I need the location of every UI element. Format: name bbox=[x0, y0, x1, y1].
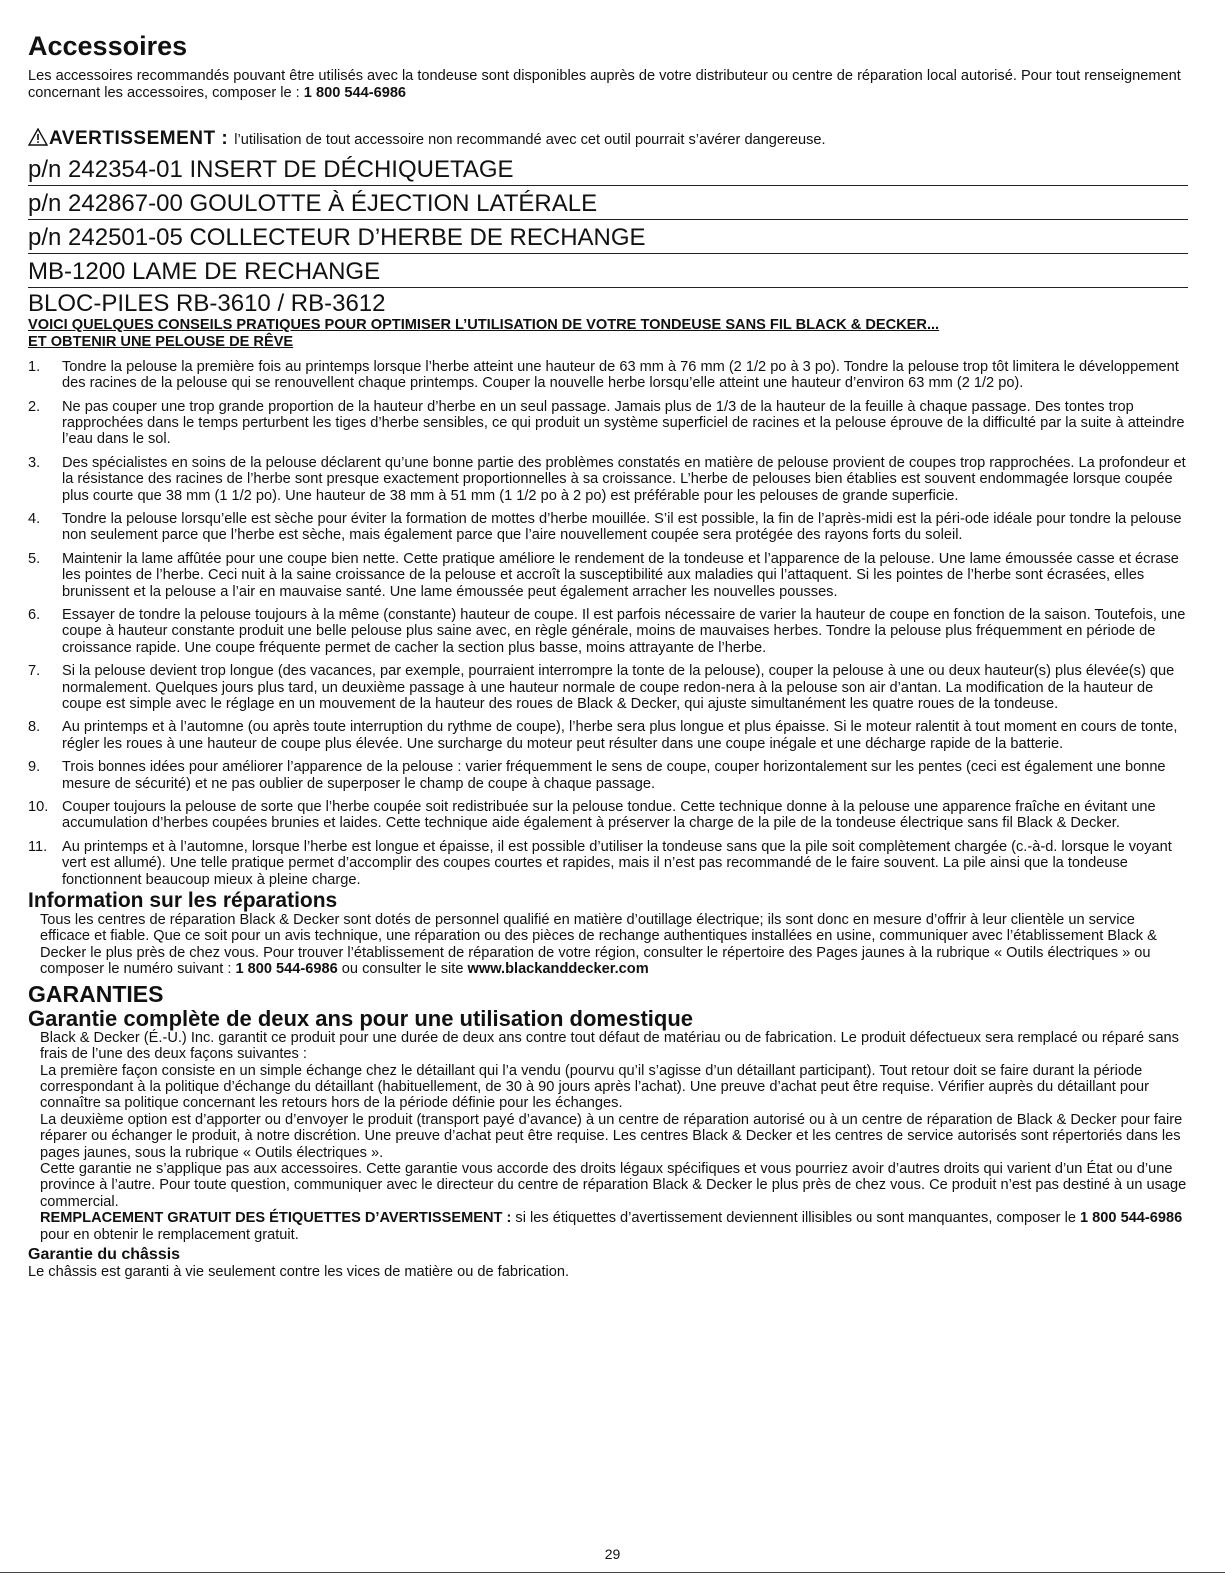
list-item bbox=[28, 719, 1188, 752]
repairs-text-continued: ou consulter le site bbox=[337, 961, 468, 978]
list-item-text: Trois bonnes idées pour améliorer l’apparence de la pelouse : varier fréquemment le sens de coupe, couper horizontalement sur les pentes (ceci est également une bonne mesure de sécurité) et ne pas oublier de superposer le champ de coupe à chaque passage. bbox=[62, 759, 1166, 792]
list-item-number: 5. bbox=[28, 550, 41, 567]
bottom-divider bbox=[0, 1572, 1225, 1573]
chassis-text: Le châssis est garanti à vie seulement contre les vices de matière ou de fabrication. bbox=[28, 1263, 570, 1280]
warning-label: AVERTISSEMENT : bbox=[49, 127, 229, 149]
accessory-list bbox=[28, 155, 1188, 317]
list-item-number: 6. bbox=[28, 606, 41, 623]
list-item-number: 9. bbox=[28, 759, 41, 776]
list-item-text: Tondre la pelouse la première fois au printemps lorsque l’herbe atteint une hauteur de 63 mm à 76 mm (2 1/2 po à 3 po). Tondre la pelouse trop tôt limitera le développement des racines de la pelouse qui se renouvellent chaque printemps. Couper la nouvelle herbe lorsqu’elle atteint une hauteur d’environ 63 mm (2 1/2 po). bbox=[62, 358, 1179, 392]
list-item bbox=[28, 607, 1188, 656]
list-item-number: 11. bbox=[28, 838, 48, 855]
list-item-text: Maintenir la lame affûtée pour une coupe bien nette. Cette pratique améliore le rendement de la tondeuse et l’apparence de la pelouse. Une lame émoussée casse et écrase les pointes de l’herbe. Ceci nuit à la saine croissance de la pelouse et accroît la susceptibilité aux maladies qui l’attaquent. Si les pointes de l’herbe sont écrasées, elles brunissent et la pelouse a l’air en mauvaise santé. Une lame émoussée peut également arracher les nouvelles pousses. bbox=[62, 550, 1179, 600]
repairs-phone: 1 800 544-6986 bbox=[235, 961, 338, 978]
list-item-text: Au printemps et à l’automne, lorsque l’herbe est longue et épaisse, il est possible d’utiliser la tondeuse sans que la pile soit complètement chargée (c.-à-d. lorsque le voyant vert est allumé). Une telle pratique permet d’accomplir des coupes courtes et rapides, mais il n’est pas recommandé de le faire souvent. La pile ainsi que la tondeuse fonctionnent beaucoup mieux à pleine charge. bbox=[62, 838, 1172, 888]
tips-subheading: ET OBTENIR UNE PELOUSE DE RÊVE bbox=[28, 333, 294, 350]
accessory-item: BLOC-PILES RB-3610 / RB-3612 bbox=[28, 289, 386, 317]
list-item-text: Tondre la pelouse lorsqu’elle est sèche pour éviter la formation de mottes d’herbe mouillée. S’il est possible, la fin de l’après-midi est la péri-ode idéale pour tondre la pelouse non seulement parce que l’herbe est sèche, mais également parce que l’aire nouvellement coupée sera protégée des rayons forts du soleil. bbox=[62, 510, 1182, 544]
list-item-text: Essayer de tondre la pelouse toujours à la même (constante) hauteur de coupe. Il est parfois nécessaire de varier la hauteur de coupe en fonction de la saison. Toutefois, une coupe à hauteur constante produit une belle pelouse plus saine avec, en règle générale, moins de mauvaises herbes. Tondre la pelouse plus fréquemment en période de croissance rapide. Une coupe fréquente permet de cacher la section plus basse, moins attrayante de l’herbe. bbox=[62, 606, 1186, 656]
list-item bbox=[28, 511, 1188, 544]
list-item bbox=[28, 663, 1188, 712]
website-link[interactable]: www.blackanddecker.com bbox=[467, 961, 649, 978]
replacement-phone: 1 800 544-6986 bbox=[1080, 1210, 1183, 1227]
list-item-number: 7. bbox=[28, 663, 41, 680]
list-item-text: Ne pas couper une trop grande proportion de la hauteur d’herbe en un seul passage. Jamais plus de 1/3 de la hauteur de la feuille à chaque passage. Des tontes trop rapprochées dans le temps perturbent les tiges d’herbe sensibles, ce qui produit un système superficiel de racines et la pelouse éprouve de la difficulté par la suite à atteindre l’eau dans le sol. bbox=[62, 398, 1185, 448]
list-item bbox=[28, 839, 1188, 888]
accessory-item: p/n 242501-05 COLLECTEUR D’HERBE DE RECHANGE bbox=[28, 223, 1188, 254]
warranty-paragraph: La deuxième option est d’apporter ou d’envoyer le produit (transport payé d’avance) à un centre de réparation autorisé ou à un centre de réparation de Black & Decker pour faire réparer ou échanger le produit, à notre discrétion. Une preuve d’achat peut être requise. Les centres Black & Decker et les centres de service autorisés sont répertoriés dans les pages jaunes, sous la rubrique « Outils électriques ». bbox=[40, 1111, 1183, 1161]
document-page bbox=[28, 28, 1188, 1280]
list-item bbox=[28, 399, 1188, 448]
repairs-paragraph bbox=[28, 912, 1188, 978]
list-item-number: 4. bbox=[28, 510, 41, 527]
repairs-text: Tous les centres de réparation Black & Decker sont dotés de personnel qualifié en matière d’outillage électrique; ils sont donc en mesure d’offrir à leur clientèle un service efficace et fiable. Que ce soit pour un avis technique, une réparation ou des pièces de rechange authentiques installées en usine, communiquer avec l’établissement Black & Decker le plus près de chez vous. Pour trouver l’établissement de réparation de votre région, consulter le répertoire des Pages jaunes à la rubrique « Outils électriques » ou composer le numéro suivant : bbox=[40, 912, 1157, 978]
warning-triangle-icon bbox=[28, 128, 48, 146]
list-item bbox=[28, 799, 1188, 832]
replacement-text-end: pour en obtenir le remplacement gratuit. bbox=[40, 1226, 299, 1243]
warning-text: l’utilisation de tout accessoire non recommandé avec cet outil pourrait s’avérer dangereuse. bbox=[234, 131, 826, 148]
chassis-title: Garantie du châssis bbox=[28, 1245, 181, 1263]
replacement-label: REMPLACEMENT GRATUIT DES ÉTIQUETTES D’AVERTISSEMENT : bbox=[40, 1210, 512, 1227]
list-item bbox=[28, 455, 1188, 504]
accessories-phone: 1 800 544-6986 bbox=[303, 84, 407, 101]
accessory-item: p/n 242354-01 INSERT DE DÉCHIQUETAGE bbox=[28, 155, 1188, 186]
warranties-title: GARANTIES bbox=[28, 980, 164, 1007]
warranty-paragraph: Cette garantie ne s’applique pas aux accessoires. Cette garantie vous accorde des droits légaux spécifiques et vous pourriez avoir d’autres droits qui varient d’un État ou d’une province à l’autre. Pour toute question, communiquer avec le directeur du centre de réparation Black & Decker le plus près de chez vous. Ce produit n’est pas destiné à un usage commercial. bbox=[40, 1160, 1187, 1210]
list-item bbox=[28, 551, 1188, 600]
list-item-number: 1. bbox=[28, 358, 41, 375]
warning-line bbox=[28, 126, 1188, 149]
list-item-text: Si la pelouse devient trop longue (des vacances, par exemple, pourraient interrompre la tonte de la pelouse), couper la pelouse à une ou deux hauteur(s) plus élevée(s) que normalement. Quelques jours plus tard, un deuxième passage à une hauteur normale de coupe redon-nera à la pelouse son air d’antan. La modification de la hauteur de coupe est simple avec le réglage en un mouvement de la hauteur des roues de Black & Decker, qui ajuste simultanément les quatre roues de la tondeuse. bbox=[62, 663, 1175, 712]
accessories-intro-text: Les accessoires recommandés pouvant être utilisés avec la tondeuse sont disponibles auprès de votre distributeur ou centre de réparation local autorisé. Pour tout renseignement concernant les accessoires, composer le : bbox=[28, 67, 1181, 101]
replacement-paragraph bbox=[28, 1210, 1188, 1243]
list-item bbox=[28, 359, 1188, 392]
list-item-text: Des spécialistes en soins de la pelouse déclarent qu’une bonne partie des problèmes constatés en matière de pelouse provient de coupes trop rapprochées. La profondeur et la résistance des racines de l’herbe sont presque exactement proportionnelles à sa croissance. L’herbe de pelouses bien établies est souvent endommagée lorsque coupée plus courte que 38 mm (1 1/2 po). Une hauteur de 38 mm à 51 mm (1 1/2 po à 2 po) est préférable pour les pelouses de grande superficie. bbox=[62, 454, 1186, 504]
list-item-number: 3. bbox=[28, 454, 41, 471]
accessory-item: p/n 242867-00 GOULOTTE À ÉJECTION LATÉRALE bbox=[28, 189, 1188, 220]
replacement-text: si les étiquettes d’avertissement deviennent illisibles ou sont manquantes, composer le bbox=[511, 1210, 1080, 1227]
list-item bbox=[28, 759, 1188, 792]
list-item-number: 10. bbox=[28, 799, 49, 816]
list-item-number: 2. bbox=[28, 398, 41, 415]
warranty-subtitle: Garantie complète de deux ans pour une utilisation domestique bbox=[28, 1005, 694, 1031]
accessories-title: Accessoires bbox=[28, 31, 188, 61]
repairs-title: Information sur les réparations bbox=[28, 889, 338, 913]
tips-heading: VOICI QUELQUES CONSEILS PRATIQUES POUR OPTIMISER L’UTILISATION DE VOTRE TONDEUSE SANS FIL BLACK & DECKER... bbox=[28, 316, 940, 333]
list-item-number: 8. bbox=[28, 719, 41, 736]
tips-list bbox=[28, 359, 1188, 888]
warranty-paragraph: La première façon consiste en un simple échange chez le détaillant qui l’a vendu (pourvu qu’il s’agisse d’un détaillant participant). Tout retour doit se faire durant la période correspondant à la politique d’échange du détaillant (habituellement, de 30 à 90 jours après l’achat). Une preuve d’achat peut être requise. Vérifier auprès du détaillant pour connaître sa politique concernant les retours hors de la période définie pour les échanges. bbox=[40, 1062, 1150, 1112]
list-item-text: Au printemps et à l’automne (ou après toute interruption du rythme de coupe), l’herbe sera plus longue et plus épaisse. Si le moteur ralentit à tout moment en cours de tonte, régler les roues à une hauteur de coupe plus élevée. Une surcharge du moteur peut résulter dans une coupe inégale et une décharge rapide de la batterie. bbox=[62, 719, 1178, 752]
accessory-item: MB-1200 LAME DE RECHANGE bbox=[28, 257, 1188, 288]
list-item-text: Couper toujours la pelouse de sorte que l’herbe coupée soit redistribuée sur la pelouse tondue. Cette technique donne à la pelouse une apparence fraîche en évitant une accumulation d’herbes coupées brunies et laides. Cette technique aide également à préserver la charge de la pile de la tondeuse électrique sans fil Black & Decker. bbox=[62, 799, 1156, 832]
accessories-intro bbox=[28, 68, 1188, 102]
page-number: 29 bbox=[604, 1546, 621, 1562]
warranty-paragraph: Black & Decker (É.-U.) Inc. garantit ce produit pour une durée de deux ans contre tout défaut de matériau ou de fabrication. Le produit défectueux sera remplacé ou réparé sans frais de l’une des deux façons suivantes : bbox=[40, 1029, 1179, 1063]
